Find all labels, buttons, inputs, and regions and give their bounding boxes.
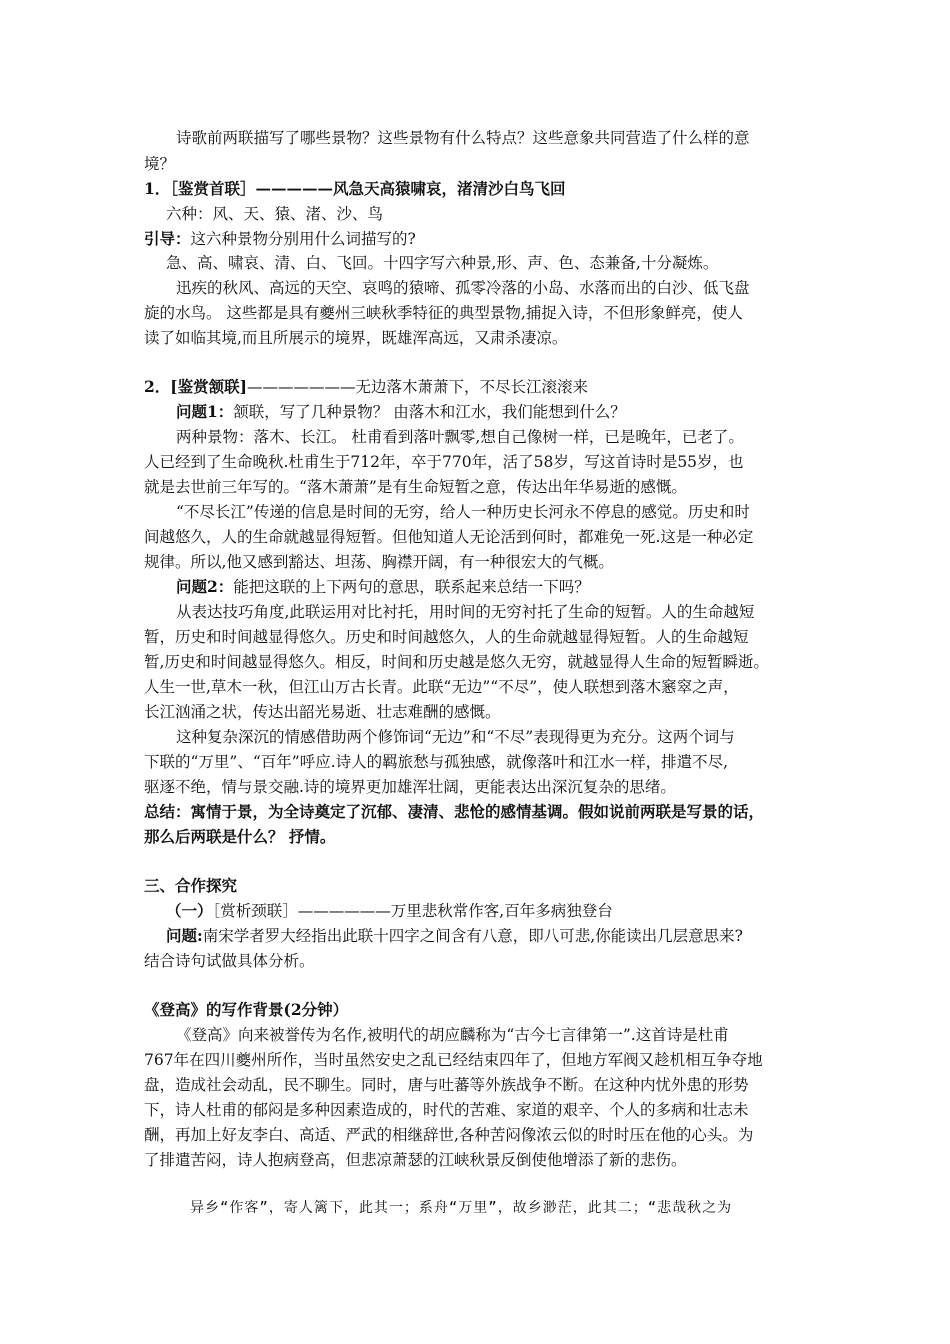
- background-line-4: 下，诗人杜甫的郁闷是多种因素造成的，时代的苦难、家道的艰辛、个人的多病和壮志未: [144, 1101, 749, 1119]
- summary-answer: 抒情。: [283, 827, 336, 846]
- question-1-text: 颔联，写了几种景物？ 由落木和江水，我们能想到什么？: [233, 403, 626, 421]
- s1-paragraph-line-1: 迅疾的秋风、高远的天空、哀鸣的猿啼、孤零冷落的小岛、水落而出的白沙、低飞盘: [176, 279, 750, 297]
- descriptive-words: 急、高、啸哀、清、白、飞回。十四字写六种景,形、声、色、态兼备,十分凝炼。: [166, 254, 719, 272]
- section-2-title: [144, 375, 814, 399]
- section-3-question-text: 南宋学者罗大经指出此联十四字之间含有八意，即八可悲,你能读出几层意思来?: [202, 927, 743, 945]
- background-line-1: 《登高》向来被誉传为名作,被明代的胡应麟称为“古今七言律第一”.这首诗是杜甫: [176, 1026, 729, 1044]
- s1-paragraph-line-2: 旋的水鸟。 这些都是具有夔州三峡秋季特征的典型景物,捕捉入诗，不但形象鲜亮，使人: [144, 304, 743, 322]
- s2-contrast-line-2: 暂，历史和时间越显得悠久。历史和时间越悠久，人的生命就越显得短暂。人的生命越短: [144, 628, 749, 646]
- question-2: [176, 575, 846, 599]
- background-line-5: 酬，再加上好友李白、高适、严武的相继辞世,各种苦闷像浓云似的时时压在他的心头。为: [144, 1126, 754, 1144]
- s2-answer-line-2: 人已经到了生命晚秋.杜甫生于712年，卒于770年，活了58岁，写这首诗时是55岁，也: [144, 453, 744, 471]
- s2-emotion-line-1: 这种复杂深沉的情感借助两个修饰词“无边”和“不尽”表现得更为充分。这两个词与: [176, 728, 735, 746]
- section-3-question: [166, 924, 836, 948]
- s2-answer-line-3: 就是去世前三年写的。“落木萧萧”是有生命短暂之意，传达出年华易逝的感慨。: [144, 478, 687, 496]
- section-3-sub-verse: ［赏析颈联］——————万里悲秋常作客,百年多病独登台: [212, 902, 613, 920]
- s2-contrast-line-3: 暂,历史和时间越显得悠久。相反，时间和历史越是悠久无穷，就越显得人生命的短暂瞬逝。: [144, 653, 769, 671]
- intro-question-cont: 境？: [144, 155, 176, 173]
- guide-label: 引导：: [144, 229, 191, 248]
- s2-emotion-line-2: 下联的“万里”、“百年”呼应.诗人的羁旅愁与孤独感，就像落叶和江水一样，排遣不尽,: [144, 753, 729, 771]
- analysis-line: 异乡“作客”，寄人篱下，此其一；系舟“万里”，故乡渺茫，此其二；“悲哉秋之为: [190, 1200, 733, 1216]
- section-1-title: 1．［鉴赏首联］—————风急天高猿啸哀，渚清沙白鸟飞回: [144, 179, 566, 198]
- question-2-text: 能把这联的上下两句的意思，联系起来总结一下吗？: [233, 578, 590, 596]
- background-line-2: 767年在四川夔州所作，当时虽然安史之乱已经结束四年了，但地方军阀又趁机相互争夺地: [144, 1051, 763, 1069]
- section-2-verse: ———————无边落木萧萧下，不尽长江滚滚来: [246, 378, 588, 396]
- summary-line-1: 总结：寓情于景，为全诗奠定了沉郁、凄清、悲怆的感情基调。假如说前两联是写景的话，: [144, 802, 765, 821]
- background-line-3: 盘，造成社会动乱，民不聊生。同时，唐与吐蕃等外族战争不断。在这种内忧外患的形势: [144, 1076, 749, 1094]
- s2-contrast-line-1: 从表达技巧角度,此联运用对比衬托，用时间的无穷衬托了生命的短暂。人的生命越短: [176, 603, 755, 621]
- section-3-sub-label: （一）: [166, 901, 213, 920]
- s1-paragraph-line-3: 读了如临其境,而且所展示的境界，既雄浑高远，又肃杀凄凉。: [144, 329, 568, 347]
- section-3-subtitle: [166, 899, 836, 923]
- s2-river-line-3: 规律。所以,他又感到豁达、坦荡、胸襟开阔，有一种很宏大的气概。: [144, 553, 614, 571]
- background-title: 《登高》的写作背景(2分钟）: [144, 1000, 349, 1019]
- summary-question: 那么后两联是什么？: [144, 827, 284, 846]
- section-2-label: 2．[鉴赏颔联]: [144, 377, 247, 396]
- six-scenes: 六种：风、天、猿、渚、沙、鸟: [166, 205, 384, 223]
- s2-river-line-2: 间越悠久，人的生命就越显得短暂。但他知道人无论活到何时，都难免一死.这是一种必定: [144, 528, 754, 546]
- s2-emotion-line-3: 驱逐不绝，情与景交融.诗的境界更加雄浑壮阔，更能表达出深沉复杂的思绪。: [144, 778, 676, 796]
- section-3-question-cont: 结合诗句试做具体分析。: [144, 952, 315, 970]
- background-line-6: 了排遣苦闷，诗人抱病登高，但悲凉萧瑟的江峡秋景反倒使他增添了新的悲伤。: [144, 1151, 687, 1169]
- question-1: [176, 400, 846, 424]
- s2-river-line-1: “不尽长江”传递的信息是时间的无穷，给人一种历史长河永不停息的感觉。历史和时: [176, 503, 750, 521]
- section-3-title: 三、合作探究: [144, 876, 238, 895]
- section-3-question-label: 问题:: [166, 926, 203, 945]
- s2-answer-line-1: 两种景物：落木、长江。 杜甫看到落叶飘零,想自己像树一样，已是晚年，已老了。: [176, 428, 744, 446]
- guide-line: [144, 227, 814, 251]
- question-1-label: 问题1：: [176, 402, 234, 421]
- intro-question: 诗歌前两联描写了哪些景物？这些景物有什么特点？这些意象共同营造了什么样的意: [176, 129, 750, 147]
- summary-line-2: [144, 825, 814, 849]
- guide-text: 这六种景物分别用什么词描写的?: [190, 230, 416, 248]
- s2-contrast-line-5: 长江汹涌之状，传达出韶光易逝、壮志难酬的感慨。: [144, 703, 501, 721]
- s2-contrast-line-4: 人生一世,草木一秋，但江山万古长青。此联“无边”“不尽”，使人联想到落木窸窣之声，: [144, 678, 739, 696]
- question-2-label: 问题2：: [176, 577, 234, 596]
